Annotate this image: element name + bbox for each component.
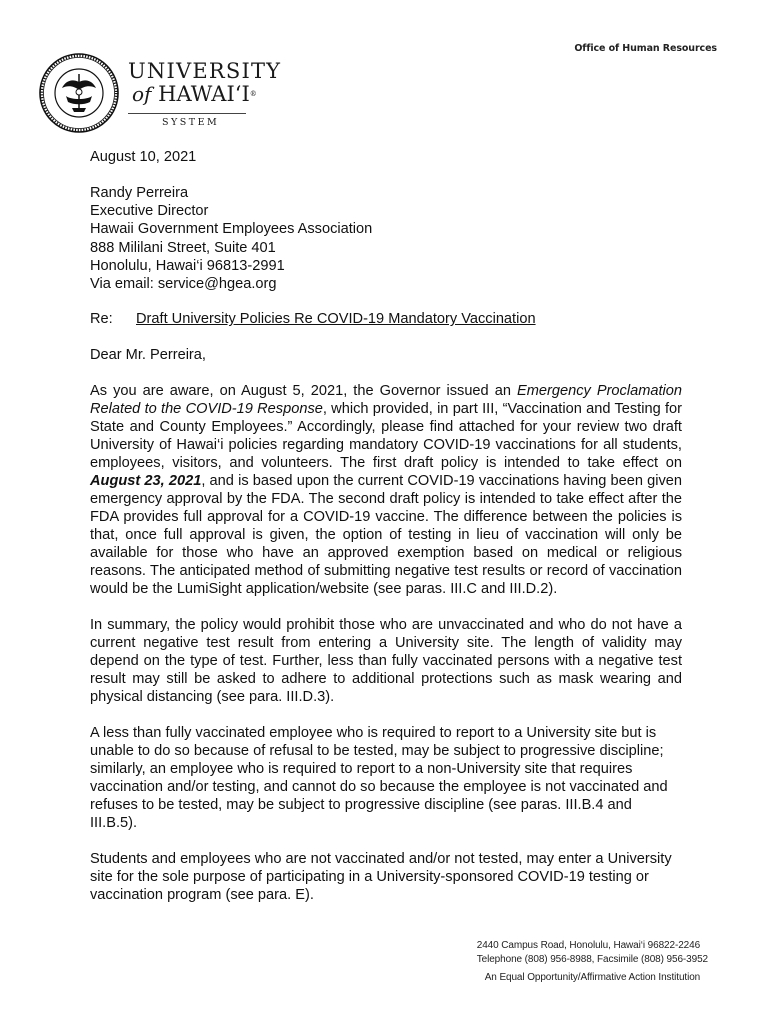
recipient-street: 888 Mililani Street, Suite 401 <box>90 239 276 256</box>
re-subject: Draft University Policies Re COVID-19 Mandatory Vaccination <box>136 311 536 328</box>
recipient-organization: Hawaii Government Employees Association <box>90 221 373 238</box>
p1-text-a: As you are aware, on August 5, 2021, the Governor issued an <box>90 383 517 400</box>
office-name: Office of Human Resources <box>574 43 717 54</box>
salutation: Dear Mr. Perreira, <box>90 347 206 364</box>
recipient-address-block <box>90 184 682 293</box>
footer-eeo: An Equal Opportunity/Affirmative Action Institution <box>484 972 701 983</box>
wordmark-hawaii: HAWAI‘I <box>158 82 250 106</box>
p1-text-e: , and is based upon the current COVID-19 vaccinations having been given emergency approval by the FDA. The second draft policy is intended to take effect after the FDA provides full approval for a COVID-19 vaccine. The difference between the policies is that, once full approval is given, the option of testing in lieu of vaccination will only be available for those who have an approved exemption based on medical or religious reasons. The anticipated method of submitting negative test results or record of vaccination would be the LumiSight application/website (see paras. III.C and III.D.2). <box>90 473 682 598</box>
recipient-email: Via email: service@hgea.org <box>90 276 277 293</box>
paragraph-3: A less than fully vaccinated employee who is required to report to a University site but is unable to do so because of refusal to be tested, may be subject to progressive discipline; similarly, an employee who is required to report to a non-University site that requires vaccination and/or testing, and cannot do so because the employee is not vaccinated and refuses to be tested, may be subject to progressive discipline (see paras. III.B.4 and III.B.5). <box>90 725 668 832</box>
recipient-city: Honolulu, Hawai‘i 96813-2991 <box>90 257 285 274</box>
footer-address: 2440 Campus Road, Honolulu, Hawai‘i 96822-2246 <box>476 940 701 951</box>
university-wordmark <box>128 60 281 128</box>
effective-date: August 23, 2021 <box>90 473 202 490</box>
letter-body <box>90 148 682 904</box>
wordmark-university: UNIVERSITY <box>128 59 282 83</box>
paragraph-2: In summary, the policy would prohibit those who are unvaccinated and who do not have a current negative test result from entering a University site. The length of validity may depend on the type of test. Further, less than fully vaccinated persons with a negative test result may still be asked to adhere to additional protections such as mask wearing and physical distancing (see para. III.D.3). <box>90 617 682 706</box>
letter-date: August 10, 2021 <box>90 149 197 165</box>
letter-footer <box>477 939 708 985</box>
recipient-name: Randy Perreira <box>90 185 189 201</box>
paragraph-4: Students and employees who are not vaccinated and/or not tested, may enter a University site for the sole purpose of participating in a University-sponsored COVID-19 testing or vaccination program (see para. E). <box>90 851 672 904</box>
p1-text-c: , which provided, in part III, “Vaccination and Testing for State and County Employees.” Accordingly, please find attached for your review two draft University of Hawai‘i policies regarding mandatory COVID-19 vaccinations for all students, employees, visitors, and volunteers. The first draft policy is intended to take effect on <box>90 401 682 472</box>
wordmark-of: of <box>132 82 152 106</box>
wordmark-hawaii-line <box>132 82 281 106</box>
proclamation-title: Emergency Proclamation Related to the COVID-19 Response <box>90 383 682 418</box>
wordmark-divider <box>128 113 246 114</box>
subject-line <box>90 310 682 328</box>
recipient-title: Executive Director <box>90 203 209 220</box>
re-label: Re: <box>90 311 113 328</box>
registered-mark: ® <box>249 90 257 98</box>
paragraph-1 <box>90 382 682 598</box>
wordmark-system: SYSTEM <box>162 117 220 128</box>
university-seal-icon <box>38 52 120 134</box>
footer-phone: Telephone (808) 956-8988, Facsimile (808) 956-3952 <box>476 953 708 965</box>
